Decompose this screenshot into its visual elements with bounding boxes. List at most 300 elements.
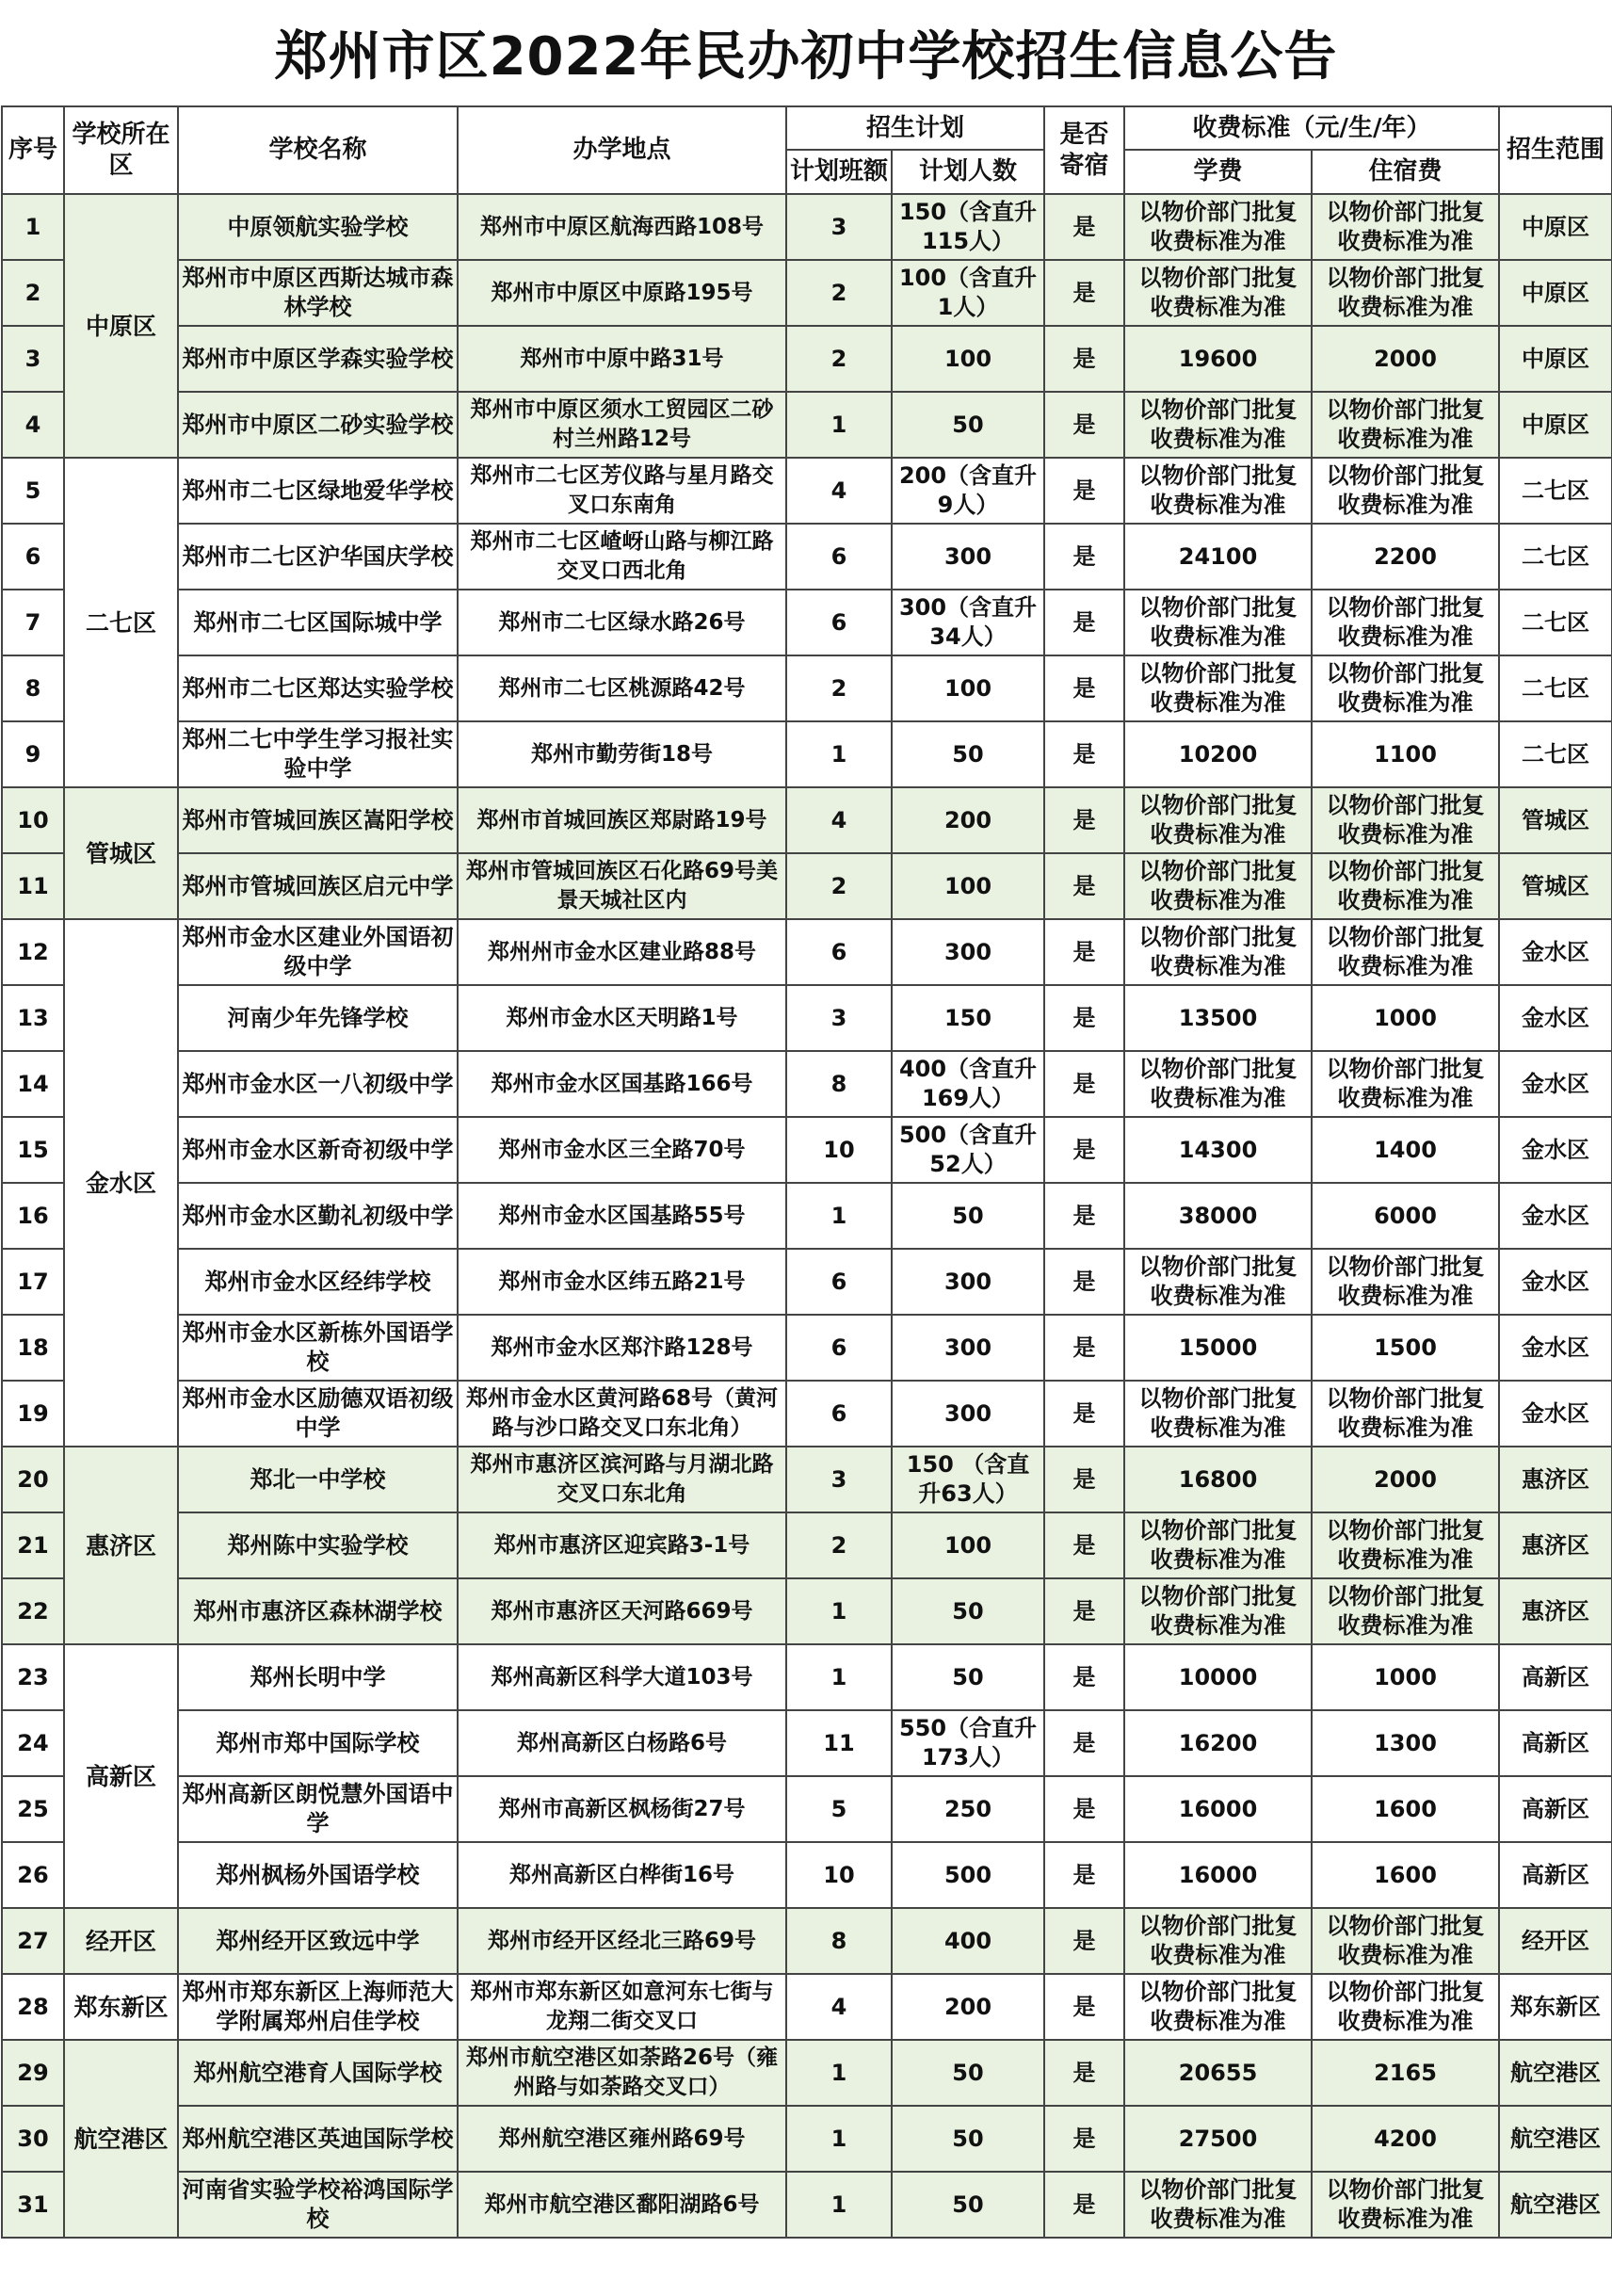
row-school-name: 郑州长明中学 [178, 1644, 458, 1710]
row-classes: 1 [786, 2172, 892, 2238]
row-tuition: 16200 [1124, 1710, 1312, 1776]
row-tuition: 以物价部门批复收费标准为准 [1124, 260, 1312, 326]
table-row [2, 1447, 1612, 1512]
row-seq: 26 [2, 1842, 64, 1908]
table-row [2, 1776, 1612, 1842]
row-school-name: 郑州陈中实验学校 [178, 1512, 458, 1578]
row-students: 500 [892, 1842, 1044, 1908]
row-scope: 二七区 [1499, 590, 1612, 655]
row-scope: 惠济区 [1499, 1447, 1612, 1512]
row-address: 郑州市二七区芳仪路与星月路交叉口东南角 [458, 458, 786, 524]
row-lodging: 以物价部门批复收费标准为准 [1312, 260, 1499, 326]
row-boarding: 是 [1044, 458, 1124, 524]
row-school-name: 郑州航空港区英迪国际学校 [178, 2106, 458, 2172]
row-classes: 4 [786, 787, 892, 853]
table-row [2, 1512, 1612, 1578]
row-students: 300 [892, 1249, 1044, 1315]
header-seq: 序号 [2, 106, 64, 194]
row-scope: 二七区 [1499, 524, 1612, 590]
row-tuition: 19600 [1124, 326, 1312, 392]
row-tuition: 16000 [1124, 1842, 1312, 1908]
header-enrollment-plan: 招生计划 [786, 106, 1044, 150]
row-students: 100 [892, 655, 1044, 721]
header-tuition: 学费 [1124, 150, 1312, 194]
header-classes: 计划班额 [786, 150, 892, 194]
row-seq: 4 [2, 392, 64, 458]
row-classes: 10 [786, 1842, 892, 1908]
row-students: 100（含直升1人） [892, 260, 1044, 326]
row-scope: 航空港区 [1499, 2040, 1612, 2106]
row-address: 郑州市二七区桃源路42号 [458, 655, 786, 721]
row-scope: 金水区 [1499, 1249, 1612, 1315]
row-address: 郑州市金水区郑汴路128号 [458, 1315, 786, 1381]
row-scope: 郑东新区 [1499, 1974, 1612, 2040]
row-address: 郑州市金水区国基路166号 [458, 1051, 786, 1117]
row-address: 郑州市金水区天明路1号 [458, 985, 786, 1051]
table-row [2, 919, 1612, 985]
row-seq: 25 [2, 1776, 64, 1842]
row-scope: 二七区 [1499, 721, 1612, 787]
row-lodging: 以物价部门批复收费标准为准 [1312, 194, 1499, 260]
row-scope: 金水区 [1499, 1183, 1612, 1249]
row-tuition: 10000 [1124, 1644, 1312, 1710]
row-students: 400 [892, 1908, 1044, 1974]
row-school-name: 郑州市金水区励德双语初级中学 [178, 1381, 458, 1447]
row-students: 550（合直升173人） [892, 1710, 1044, 1776]
row-students: 50 [892, 2106, 1044, 2172]
row-school-name: 郑州市中原区学森实验学校 [178, 326, 458, 392]
row-seq: 13 [2, 985, 64, 1051]
row-boarding: 是 [1044, 1710, 1124, 1776]
row-scope: 金水区 [1499, 985, 1612, 1051]
row-boarding: 是 [1044, 1117, 1124, 1183]
row-scope: 高新区 [1499, 1776, 1612, 1842]
table-row [2, 1908, 1612, 1974]
row-students: 50 [892, 1183, 1044, 1249]
row-lodging: 2000 [1312, 1447, 1499, 1512]
row-boarding: 是 [1044, 985, 1124, 1051]
table-row [2, 985, 1612, 1051]
row-lodging: 以物价部门批复收费标准为准 [1312, 1051, 1499, 1117]
row-lodging: 以物价部门批复收费标准为准 [1312, 1249, 1499, 1315]
row-scope: 惠济区 [1499, 1578, 1612, 1644]
row-school-name: 河南省实验学校裕鸿国际学校 [178, 2172, 458, 2238]
row-lodging: 以物价部门批复收费标准为准 [1312, 1908, 1499, 1974]
row-boarding: 是 [1044, 260, 1124, 326]
row-school-name: 郑州市金水区经纬学校 [178, 1249, 458, 1315]
row-students: 300 [892, 524, 1044, 590]
row-lodging: 以物价部门批复收费标准为准 [1312, 590, 1499, 655]
row-tuition: 以物价部门批复收费标准为准 [1124, 1249, 1312, 1315]
row-seq: 11 [2, 853, 64, 919]
district-cell: 管城区 [64, 787, 178, 919]
row-boarding: 是 [1044, 1512, 1124, 1578]
table-row [2, 458, 1612, 524]
row-seq: 24 [2, 1710, 64, 1776]
row-students: 150 [892, 985, 1044, 1051]
table-row [2, 1249, 1612, 1315]
row-school-name: 郑州航空港育人国际学校 [178, 2040, 458, 2106]
row-classes: 2 [786, 655, 892, 721]
row-seq: 5 [2, 458, 64, 524]
row-boarding: 是 [1044, 1644, 1124, 1710]
row-address: 郑州航空港区雍州路69号 [458, 2106, 786, 2172]
table-row [2, 1974, 1612, 2040]
district-cell: 惠济区 [64, 1447, 178, 1644]
row-boarding: 是 [1044, 326, 1124, 392]
table-row [2, 524, 1612, 590]
row-seq: 20 [2, 1447, 64, 1512]
table-row [2, 1381, 1612, 1447]
row-tuition: 以物价部门批复收费标准为准 [1124, 1974, 1312, 2040]
row-lodging: 1100 [1312, 721, 1499, 787]
row-address: 郑州市经开区经北三路69号 [458, 1908, 786, 1974]
row-address: 郑州市金水区黄河路68号（黄河路与沙口路交叉口东北角） [458, 1381, 786, 1447]
row-address: 郑州市航空港区鄱阳湖路6号 [458, 2172, 786, 2238]
row-tuition: 以物价部门批复收费标准为准 [1124, 194, 1312, 260]
row-tuition: 以物价部门批复收费标准为准 [1124, 655, 1312, 721]
row-tuition: 10200 [1124, 721, 1312, 787]
row-seq: 10 [2, 787, 64, 853]
row-classes: 3 [786, 985, 892, 1051]
district-cell: 高新区 [64, 1644, 178, 1908]
row-students: 150（含直升115人） [892, 194, 1044, 260]
row-lodging: 1000 [1312, 1644, 1499, 1710]
row-lodging: 2200 [1312, 524, 1499, 590]
row-school-name: 中原领航实验学校 [178, 194, 458, 260]
row-boarding: 是 [1044, 392, 1124, 458]
row-boarding: 是 [1044, 1051, 1124, 1117]
table-row [2, 194, 1612, 260]
row-seq: 28 [2, 1974, 64, 2040]
row-seq: 7 [2, 590, 64, 655]
row-seq: 18 [2, 1315, 64, 1381]
row-boarding: 是 [1044, 1578, 1124, 1644]
row-school-name: 郑州市中原区西斯达城市森林学校 [178, 260, 458, 326]
table-row [2, 1117, 1612, 1183]
row-tuition: 以物价部门批复收费标准为准 [1124, 2172, 1312, 2238]
row-address: 郑州市中原区须水工贸园区二砂村兰州路12号 [458, 392, 786, 458]
row-seq: 19 [2, 1381, 64, 1447]
row-seq: 27 [2, 1908, 64, 1974]
row-tuition: 以物价部门批复收费标准为准 [1124, 1051, 1312, 1117]
district-cell: 郑东新区 [64, 1974, 178, 2040]
row-school-name: 郑州市管城回族区启元中学 [178, 853, 458, 919]
row-scope: 金水区 [1499, 1117, 1612, 1183]
row-tuition: 16800 [1124, 1447, 1312, 1512]
row-school-name: 郑州枫杨外国语学校 [178, 1842, 458, 1908]
row-boarding: 是 [1044, 721, 1124, 787]
row-classes: 2 [786, 1512, 892, 1578]
header-lodging: 住宿费 [1312, 150, 1499, 194]
row-tuition: 27500 [1124, 2106, 1312, 2172]
row-students: 50 [892, 2172, 1044, 2238]
row-seq: 16 [2, 1183, 64, 1249]
table-row [2, 1842, 1612, 1908]
row-seq: 15 [2, 1117, 64, 1183]
row-lodging: 以物价部门批复收费标准为准 [1312, 2172, 1499, 2238]
row-school-name: 郑州市郑中国际学校 [178, 1710, 458, 1776]
row-school-name: 郑州高新区朗悦慧外国语中学 [178, 1776, 458, 1842]
row-tuition: 以物价部门批复收费标准为准 [1124, 787, 1312, 853]
table-row [2, 787, 1612, 853]
row-tuition: 24100 [1124, 524, 1312, 590]
header-students: 计划人数 [892, 150, 1044, 194]
enrollment-table [1, 105, 1612, 2239]
row-seq: 8 [2, 655, 64, 721]
row-classes: 6 [786, 590, 892, 655]
row-seq: 9 [2, 721, 64, 787]
table-row [2, 1578, 1612, 1644]
row-address: 郑州市二七区嵖岈山路与柳江路交叉口西北角 [458, 524, 786, 590]
header-fee-standard: 收费标准（元/生/年） [1124, 106, 1499, 150]
row-boarding: 是 [1044, 787, 1124, 853]
row-students: 50 [892, 2040, 1044, 2106]
row-tuition: 38000 [1124, 1183, 1312, 1249]
row-students: 500（含直升52人） [892, 1117, 1044, 1183]
row-address: 郑州市二七区绿水路26号 [458, 590, 786, 655]
row-classes: 1 [786, 392, 892, 458]
row-seq: 17 [2, 1249, 64, 1315]
header-address: 办学地点 [458, 106, 786, 194]
row-students: 250 [892, 1776, 1044, 1842]
row-school-name: 郑州市二七区郑达实验学校 [178, 655, 458, 721]
row-students: 300 [892, 1315, 1044, 1381]
row-address: 郑州市航空港区如荼路26号（雍州路与如荼路交叉口） [458, 2040, 786, 2106]
row-students: 200 [892, 1974, 1044, 2040]
row-boarding: 是 [1044, 655, 1124, 721]
row-lodging: 以物价部门批复收费标准为准 [1312, 392, 1499, 458]
row-school-name: 郑北一中学校 [178, 1447, 458, 1512]
table-row [2, 590, 1612, 655]
table-row [2, 655, 1612, 721]
header-district: 学校所在区 [64, 106, 178, 194]
table-row [2, 1710, 1612, 1776]
table-row [2, 853, 1612, 919]
row-school-name: 郑州市中原区二砂实验学校 [178, 392, 458, 458]
row-address: 郑州市郑东新区如意河东七街与龙翔二街交叉口 [458, 1974, 786, 2040]
row-school-name: 郑州市二七区沪华国庆学校 [178, 524, 458, 590]
row-address: 郑州市金水区三全路70号 [458, 1117, 786, 1183]
table-row [2, 1183, 1612, 1249]
table-row [2, 392, 1612, 458]
row-tuition: 15000 [1124, 1315, 1312, 1381]
row-scope: 航空港区 [1499, 2106, 1612, 2172]
row-lodging: 以物价部门批复收费标准为准 [1312, 1512, 1499, 1578]
row-lodging: 以物价部门批复收费标准为准 [1312, 1974, 1499, 2040]
row-students: 50 [892, 1578, 1044, 1644]
row-lodging: 以物价部门批复收费标准为准 [1312, 853, 1499, 919]
row-lodging: 1500 [1312, 1315, 1499, 1381]
row-classes: 11 [786, 1710, 892, 1776]
row-lodging: 以物价部门批复收费标准为准 [1312, 919, 1499, 985]
row-address: 郑州市惠济区迎宾路3-1号 [458, 1512, 786, 1578]
row-school-name: 郑州市管城回族区嵩阳学校 [178, 787, 458, 853]
row-scope: 金水区 [1499, 1051, 1612, 1117]
row-address: 郑州市中原中路31号 [458, 326, 786, 392]
row-tuition: 以物价部门批复收费标准为准 [1124, 1512, 1312, 1578]
row-classes: 2 [786, 326, 892, 392]
row-seq: 3 [2, 326, 64, 392]
row-classes: 6 [786, 524, 892, 590]
table-row [2, 1315, 1612, 1381]
row-classes: 2 [786, 260, 892, 326]
header-scope: 招生范围 [1499, 106, 1612, 194]
row-school-name: 郑州市二七区国际城中学 [178, 590, 458, 655]
row-tuition: 20655 [1124, 2040, 1312, 2106]
row-school-name: 郑州市金水区新栋外国语学校 [178, 1315, 458, 1381]
table-row [2, 721, 1612, 787]
row-lodging: 以物价部门批复收费标准为准 [1312, 458, 1499, 524]
row-lodging: 1600 [1312, 1776, 1499, 1842]
table-row [2, 2040, 1612, 2106]
row-students: 400（含直升169人） [892, 1051, 1044, 1117]
row-scope: 经开区 [1499, 1908, 1612, 1974]
table-row [2, 326, 1612, 392]
row-school-name: 郑州经开区致远中学 [178, 1908, 458, 1974]
row-tuition: 以物价部门批复收费标准为准 [1124, 392, 1312, 458]
row-address: 郑州高新区白杨路6号 [458, 1710, 786, 1776]
row-boarding: 是 [1044, 590, 1124, 655]
row-school-name: 郑州市郑东新区上海师范大学附属郑州启佳学校 [178, 1974, 458, 2040]
page-title: 郑州市区2022年民办初中学校招生信息公告 [274, 26, 1338, 88]
row-classes: 6 [786, 919, 892, 985]
row-address: 郑州市中原区航海西路108号 [458, 194, 786, 260]
row-lodging: 4200 [1312, 2106, 1499, 2172]
row-classes: 8 [786, 1051, 892, 1117]
row-tuition: 16000 [1124, 1776, 1312, 1842]
row-classes: 10 [786, 1117, 892, 1183]
row-boarding: 是 [1044, 2106, 1124, 2172]
row-seq: 12 [2, 919, 64, 985]
row-scope: 惠济区 [1499, 1512, 1612, 1578]
row-students: 50 [892, 1644, 1044, 1710]
row-boarding: 是 [1044, 1183, 1124, 1249]
row-school-name: 郑州市金水区新奇初级中学 [178, 1117, 458, 1183]
row-lodging: 1400 [1312, 1117, 1499, 1183]
row-students: 50 [892, 392, 1044, 458]
row-scope: 中原区 [1499, 392, 1612, 458]
row-boarding: 是 [1044, 2040, 1124, 2106]
row-lodging: 1300 [1312, 1710, 1499, 1776]
row-address: 郑州市首城回族区郑尉路19号 [458, 787, 786, 853]
row-tuition: 以物价部门批复收费标准为准 [1124, 590, 1312, 655]
row-tuition: 以物价部门批复收费标准为准 [1124, 919, 1312, 985]
row-boarding: 是 [1044, 194, 1124, 260]
row-classes: 1 [786, 2106, 892, 2172]
row-classes: 6 [786, 1249, 892, 1315]
row-school-name: 郑州市二七区绿地爱华学校 [178, 458, 458, 524]
row-boarding: 是 [1044, 1974, 1124, 2040]
table-body [2, 194, 1612, 2238]
header-boarding: 是否寄宿 [1044, 106, 1124, 194]
row-students: 200（含直升9人） [892, 458, 1044, 524]
row-school-name: 河南少年先锋学校 [178, 985, 458, 1051]
table-row [2, 2106, 1612, 2172]
row-tuition: 13500 [1124, 985, 1312, 1051]
row-students: 300 [892, 919, 1044, 985]
row-seq: 2 [2, 260, 64, 326]
row-classes: 3 [786, 1447, 892, 1512]
row-address: 郑州市高新区枫杨街27号 [458, 1776, 786, 1842]
district-cell: 航空港区 [64, 2040, 178, 2238]
row-scope: 管城区 [1499, 787, 1612, 853]
row-seq: 6 [2, 524, 64, 590]
row-classes: 1 [786, 1578, 892, 1644]
row-seq: 30 [2, 2106, 64, 2172]
row-tuition: 以物价部门批复收费标准为准 [1124, 1908, 1312, 1974]
row-boarding: 是 [1044, 524, 1124, 590]
row-classes: 2 [786, 853, 892, 919]
row-lodging: 以物价部门批复收费标准为准 [1312, 1578, 1499, 1644]
row-boarding: 是 [1044, 1447, 1124, 1512]
row-classes: 8 [786, 1908, 892, 1974]
row-classes: 6 [786, 1381, 892, 1447]
row-scope: 金水区 [1499, 1315, 1612, 1381]
row-lodging: 1000 [1312, 985, 1499, 1051]
row-seq: 21 [2, 1512, 64, 1578]
row-students: 300（含直升34人） [892, 590, 1044, 655]
row-school-name: 郑州市金水区一八初级中学 [178, 1051, 458, 1117]
district-cell: 经开区 [64, 1908, 178, 1974]
row-school-name: 郑州二七中学生学习报社实验中学 [178, 721, 458, 787]
row-scope: 金水区 [1499, 919, 1612, 985]
row-students: 300 [892, 1381, 1044, 1447]
row-classes: 4 [786, 458, 892, 524]
district-cell: 金水区 [64, 919, 178, 1447]
row-students: 100 [892, 1512, 1044, 1578]
row-tuition: 以物价部门批复收费标准为准 [1124, 1578, 1312, 1644]
row-scope: 二七区 [1499, 655, 1612, 721]
row-lodging: 2165 [1312, 2040, 1499, 2106]
row-tuition: 14300 [1124, 1117, 1312, 1183]
row-students: 100 [892, 853, 1044, 919]
row-scope: 二七区 [1499, 458, 1612, 524]
row-classes: 5 [786, 1776, 892, 1842]
row-classes: 1 [786, 2040, 892, 2106]
row-students: 50 [892, 721, 1044, 787]
row-address: 郑州市惠济区天河路669号 [458, 1578, 786, 1644]
row-tuition: 以物价部门批复收费标准为准 [1124, 1381, 1312, 1447]
row-scope: 高新区 [1499, 1842, 1612, 1908]
row-lodging: 2000 [1312, 326, 1499, 392]
table-row [2, 2172, 1612, 2238]
district-cell: 中原区 [64, 194, 178, 458]
row-scope: 管城区 [1499, 853, 1612, 919]
row-scope: 中原区 [1499, 194, 1612, 260]
row-scope: 中原区 [1499, 260, 1612, 326]
district-cell: 二七区 [64, 458, 178, 787]
row-seq: 14 [2, 1051, 64, 1117]
row-seq: 31 [2, 2172, 64, 2238]
row-tuition: 以物价部门批复收费标准为准 [1124, 853, 1312, 919]
row-address: 郑州市中原区中原路195号 [458, 260, 786, 326]
row-boarding: 是 [1044, 919, 1124, 985]
row-school-name: 郑州市惠济区森林湖学校 [178, 1578, 458, 1644]
row-seq: 23 [2, 1644, 64, 1710]
row-scope: 高新区 [1499, 1710, 1612, 1776]
row-students: 100 [892, 326, 1044, 392]
row-school-name: 郑州市金水区建业外国语初级中学 [178, 919, 458, 985]
row-classes: 6 [786, 1315, 892, 1381]
row-address: 郑州市金水区纬五路21号 [458, 1249, 786, 1315]
row-lodging: 以物价部门批复收费标准为准 [1312, 787, 1499, 853]
row-boarding: 是 [1044, 1908, 1124, 1974]
row-seq: 22 [2, 1578, 64, 1644]
row-boarding: 是 [1044, 1249, 1124, 1315]
row-classes: 1 [786, 721, 892, 787]
row-lodging: 6000 [1312, 1183, 1499, 1249]
